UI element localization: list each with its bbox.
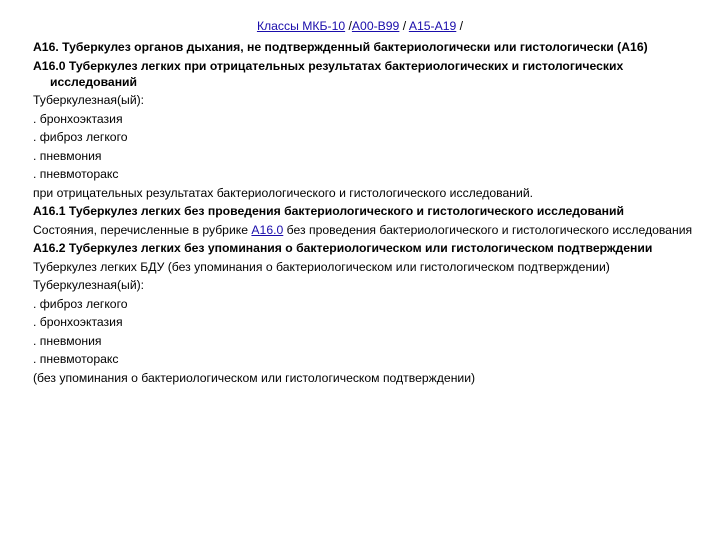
breadcrumb-link-a00-b99[interactable]: A00-B99 [351, 19, 400, 33]
a16-1-text-before: Состояния, перечисленные в рубрике [33, 222, 252, 237]
list-item: . бронхоэктазия [33, 315, 123, 329]
a16-1-text-after: без проведения бактериологического и гистологического исследования [283, 222, 693, 237]
breadcrumb-link-a15-a19[interactable]: A15-A19 [408, 19, 457, 33]
list-item: . фиброз легкого [33, 130, 128, 144]
a16-1-text [33, 222, 695, 238]
list-item: . фиброз легкого [33, 296, 128, 311]
list-item: . бронхоэктазия [33, 111, 123, 126]
document-content [33, 39, 695, 388]
heading-a16-0: A16.0 Туберкулез легких при отрицательных результатах бактериологических и гистологических исследований [33, 58, 624, 89]
a16-0-lead: Туберкулезная(ый): [33, 93, 145, 107]
list-item: . пневмония [33, 333, 102, 348]
breadcrumb-separator: / [345, 19, 352, 33]
a16-2-tail: (без упоминания о бактериологическом или гистологическом подтверждении) [33, 370, 476, 385]
breadcrumb [0, 18, 720, 34]
breadcrumb-separator: / [456, 19, 464, 33]
list-item: . пневмоторакс [33, 167, 119, 181]
list-item: . пневмония [33, 148, 102, 163]
breadcrumb-link-icd10-classes[interactable]: Классы МКБ-10 [256, 19, 346, 33]
heading-a16-2: A16.2 Туберкулез легких без упоминания о бактериологическом или гистологическом подтверждении [33, 241, 653, 255]
a16-2-line1: Туберкулез легких БДУ (без упоминания о бактериологическом или гистологическом подтверждении) [33, 259, 610, 274]
link-a16-0[interactable]: A16.0 [251, 222, 284, 237]
a16-2-lead: Туберкулезная(ый): [33, 278, 145, 292]
breadcrumb-separator: / [399, 19, 409, 33]
heading-a16-1: A16.1 Туберкулез легких без проведения бактериологического и гистологического исследований [33, 204, 624, 218]
a16-0-tail: при отрицательных результатах бактериологического и гистологического исследований. [33, 185, 534, 200]
heading-a16: A16. Туберкулез органов дыхания, не подтвержденный бактериологически или гистологически (A16) [33, 40, 648, 54]
list-item: . пневмоторакс [33, 352, 119, 366]
